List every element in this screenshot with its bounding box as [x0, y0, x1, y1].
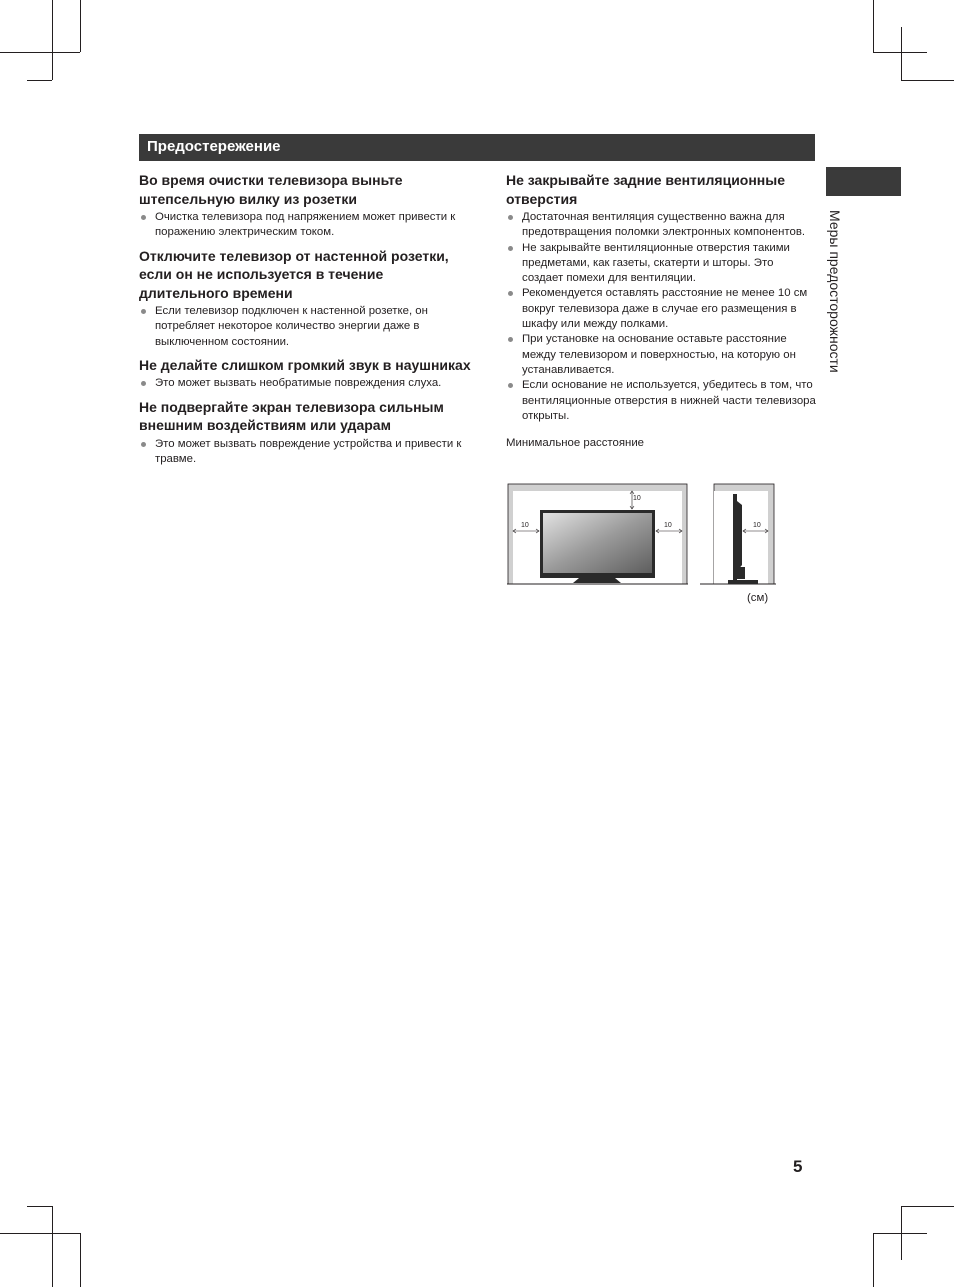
tv-front-clearance-diagram — [507, 483, 689, 587]
crop-mark — [901, 80, 954, 81]
caution-heading: Во время очистки телевизора выньте штепсельную вилку из розетки — [139, 172, 403, 207]
crop-mark — [873, 0, 874, 52]
caution-block — [139, 171, 472, 241]
caution-item: Это может вызвать необратимые повреждения слуха. — [139, 376, 472, 391]
left-clearance-label: 10 — [521, 522, 529, 529]
caution-block — [139, 247, 472, 350]
back-clearance-label: 10 — [753, 522, 761, 529]
ventilation-item: Не закрывайте вентиляционные отверстия такими предметами, как газеты, скатерти и шторы. Это создает помехи для вентиляции. — [506, 241, 816, 287]
ventilation-item: Рекомендуется оставлять расстояние не менее 10 см вокруг телевизора даже в случае его размещения в шкафу или между полками. — [506, 286, 816, 332]
crop-mark — [80, 1233, 81, 1287]
crop-mark — [873, 1233, 927, 1234]
left-column — [139, 171, 472, 473]
crop-mark — [901, 27, 902, 80]
caution-heading: Не подвергайте экран телевизора сильным внешним воздействиям или ударам — [139, 398, 444, 434]
caution-heading: Не делайте слишком громкий звук в наушниках — [139, 356, 471, 373]
crop-mark — [0, 52, 80, 53]
unit-label: (см) — [747, 592, 769, 604]
caution-list — [139, 210, 472, 241]
crop-mark — [80, 0, 81, 52]
section-title: Предостережение — [147, 138, 281, 155]
diagram-caption: Минимальное расстояние — [506, 437, 645, 450]
right-clearance-label: 10 — [664, 522, 672, 529]
crop-mark — [52, 1206, 53, 1287]
side-tab — [826, 167, 901, 196]
section-header — [139, 134, 815, 161]
crop-mark — [0, 1233, 80, 1234]
tv-side-clearance-diagram — [700, 483, 776, 587]
crop-mark — [901, 1206, 954, 1207]
crop-mark — [873, 1233, 874, 1287]
caution-item: Это может вызвать повреждение устройства и привести к травме. — [139, 437, 472, 468]
top-clearance-label: 10 — [633, 495, 641, 502]
side-chapter-label: Меры предосторожности — [827, 210, 843, 373]
page-number: 5 — [793, 1157, 803, 1176]
caution-block — [139, 398, 472, 468]
caution-item: Очистка телевизора под напряжением может привести к поражению электрическим током. — [139, 210, 472, 241]
caution-list — [139, 437, 472, 468]
crop-mark — [27, 1206, 52, 1207]
ventilation-item: Достаточная вентиляция существенно важна для предотвращения поломки электронных компонентов. — [506, 210, 816, 241]
ventilation-item: Если основание не используется, убедитесь в том, что вентиляционные отверстия в нижней части телевизора открыты. — [506, 378, 816, 424]
crop-mark — [27, 80, 52, 81]
caution-list — [139, 304, 472, 350]
ventilation-item: При установке на основание оставьте расстояние между телевизором и поверхностью, на которую он устанавливается. — [506, 332, 816, 378]
caution-heading: Отключите телевизор от настенной розетки, если он не используется в течение длительного времени — [139, 247, 449, 301]
right-column — [506, 171, 816, 451]
ventilation-heading: Не закрывайте задние вентиляционные отверстия — [506, 172, 786, 207]
ventilation-list — [506, 210, 816, 424]
caution-list — [139, 376, 472, 391]
caution-item: Если телевизор подключен к настенной розетке, он потребляет некоторое количество энергии даже в выключенном состоянии. — [139, 304, 472, 350]
crop-mark — [52, 0, 53, 80]
crop-mark — [873, 52, 927, 53]
caution-block — [139, 356, 472, 392]
